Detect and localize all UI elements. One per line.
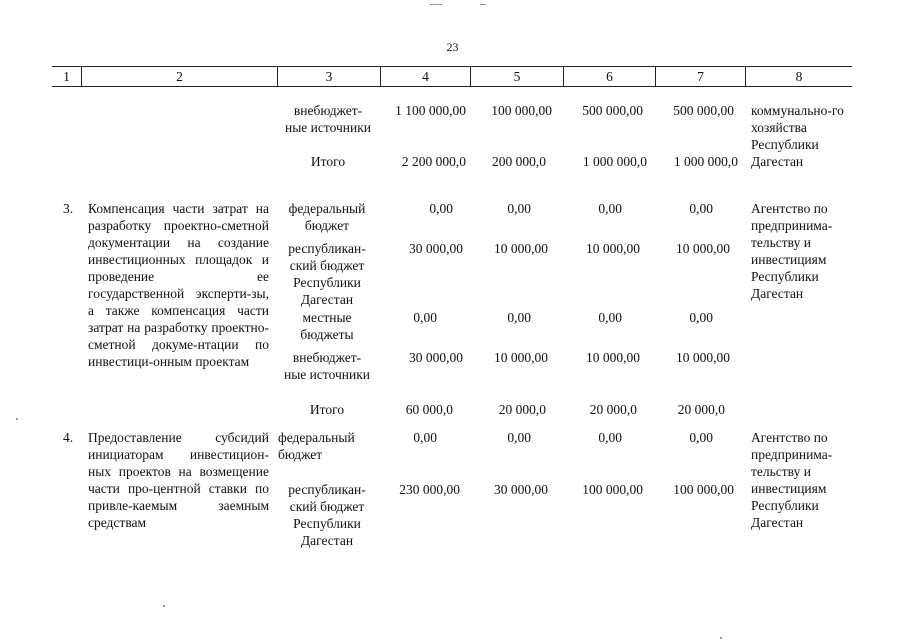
column-header-6: 6 bbox=[606, 69, 613, 84]
column-header-3: 3 bbox=[325, 69, 333, 84]
total-amount: 20 000,0 bbox=[677, 402, 725, 417]
amount-cell: 0,00 bbox=[507, 310, 531, 325]
amount-cell: 10 000,00 bbox=[494, 241, 548, 256]
row-number: 4. bbox=[63, 430, 74, 445]
scan-speck bbox=[480, 4, 486, 5]
amount-cell: 10 000,00 bbox=[494, 350, 548, 365]
column-header-1: 1 bbox=[63, 69, 70, 84]
amount-cell: 100 000,00 bbox=[582, 482, 643, 497]
continuation-value: 1 100 000,00 bbox=[395, 103, 466, 118]
column-header-5: 5 bbox=[513, 69, 521, 84]
amount-cell: 0,00 bbox=[689, 310, 713, 325]
funding-source: республикан-ский бюджет Республики Дагестан bbox=[288, 482, 366, 548]
scan-speck bbox=[430, 4, 442, 5]
continuation-total-label: Итого bbox=[310, 154, 346, 169]
amount-cell: 0,00 bbox=[507, 430, 531, 445]
amount-cell: 0,00 bbox=[429, 201, 453, 216]
amount-cell: 0,00 bbox=[413, 310, 437, 325]
amount-cell: 0,00 bbox=[689, 201, 713, 216]
column-header-2: 2 bbox=[176, 69, 183, 84]
amount-cell: 100 000,00 bbox=[673, 482, 734, 497]
header-top-rule bbox=[52, 66, 852, 67]
amount-cell: 230 000,00 bbox=[399, 482, 460, 497]
column-header-4: 4 bbox=[422, 69, 429, 84]
amount-cell: 0,00 bbox=[598, 430, 622, 445]
funding-source: федеральный бюджет bbox=[278, 430, 355, 462]
responsible-agency: Агентство по предпринима-тельству и инвестициям Республики Дагестан bbox=[751, 430, 833, 530]
page-number: 23 bbox=[446, 40, 459, 54]
amount-cell: 0,00 bbox=[598, 201, 622, 216]
total-amount: 20 000,0 bbox=[498, 402, 546, 417]
funding-source: местные бюджеты bbox=[300, 310, 354, 342]
responsible-agency: Агентство по предпринима-тельству и инвестициям Республики Дагестан bbox=[751, 201, 833, 301]
continuation-total: 1 000 000,0 bbox=[582, 154, 647, 169]
funding-source: внебюджет-ные источники bbox=[283, 350, 371, 382]
continuation-value: 100 000,00 bbox=[491, 103, 552, 118]
continuation-total: 1 000 000,0 bbox=[673, 154, 738, 169]
column-header-7: 7 bbox=[697, 69, 704, 84]
continuation-value: 500 000,00 bbox=[582, 103, 643, 118]
scan-speck bbox=[16, 418, 18, 420]
total-amount: 20 000,0 bbox=[589, 402, 637, 417]
continuation-total: 200 000,0 bbox=[492, 154, 546, 169]
scan-speck bbox=[163, 605, 165, 607]
row-description: Предоставление субсидий инициаторам инвестицион-ных проектов на возмещение части про-центной ставки по привле-каемым заемным средствам bbox=[88, 430, 269, 530]
amount-cell: 30 000,00 bbox=[494, 482, 548, 497]
total-amount: 60 000,0 bbox=[405, 402, 453, 417]
amount-cell: 10 000,00 bbox=[676, 350, 730, 365]
total-label: Итого bbox=[309, 402, 345, 417]
amount-cell: 30 000,00 bbox=[409, 350, 463, 365]
header-bottom-rule bbox=[52, 86, 852, 87]
continuation-source: внебюджет-ные источники bbox=[284, 103, 372, 135]
continuation-value: 500 000,00 bbox=[673, 103, 734, 118]
amount-cell: 30 000,00 bbox=[409, 241, 463, 256]
amount-cell: 0,00 bbox=[507, 201, 531, 216]
amount-cell: 10 000,00 bbox=[586, 350, 640, 365]
amount-cell: 0,00 bbox=[689, 430, 713, 445]
continuation-total: 2 200 000,0 bbox=[401, 154, 466, 169]
column-header-8: 8 bbox=[795, 69, 803, 84]
amount-cell: 0,00 bbox=[413, 430, 437, 445]
continuation-agency: коммунально-го хозяйства Республики Дагестан bbox=[751, 103, 844, 169]
amount-cell: 0,00 bbox=[598, 310, 622, 325]
funding-source: федеральный бюджет bbox=[288, 201, 366, 233]
funding-source: республикан-ский бюджет Республики Дагестан bbox=[288, 241, 366, 307]
row-description: Компенсация части затрат на разработку проектно-сметной документации на создание инвестиционных площадок и проведение ее государственной эксперти-зы, а также компенсация части затрат на разработку проектно-сметной докуме-нтации по инвестици-онным проектам bbox=[88, 201, 269, 369]
scan-speck bbox=[720, 637, 722, 639]
row-number: 3. bbox=[63, 201, 74, 216]
amount-cell: 10 000,00 bbox=[586, 241, 640, 256]
amount-cell: 10 000,00 bbox=[676, 241, 730, 256]
